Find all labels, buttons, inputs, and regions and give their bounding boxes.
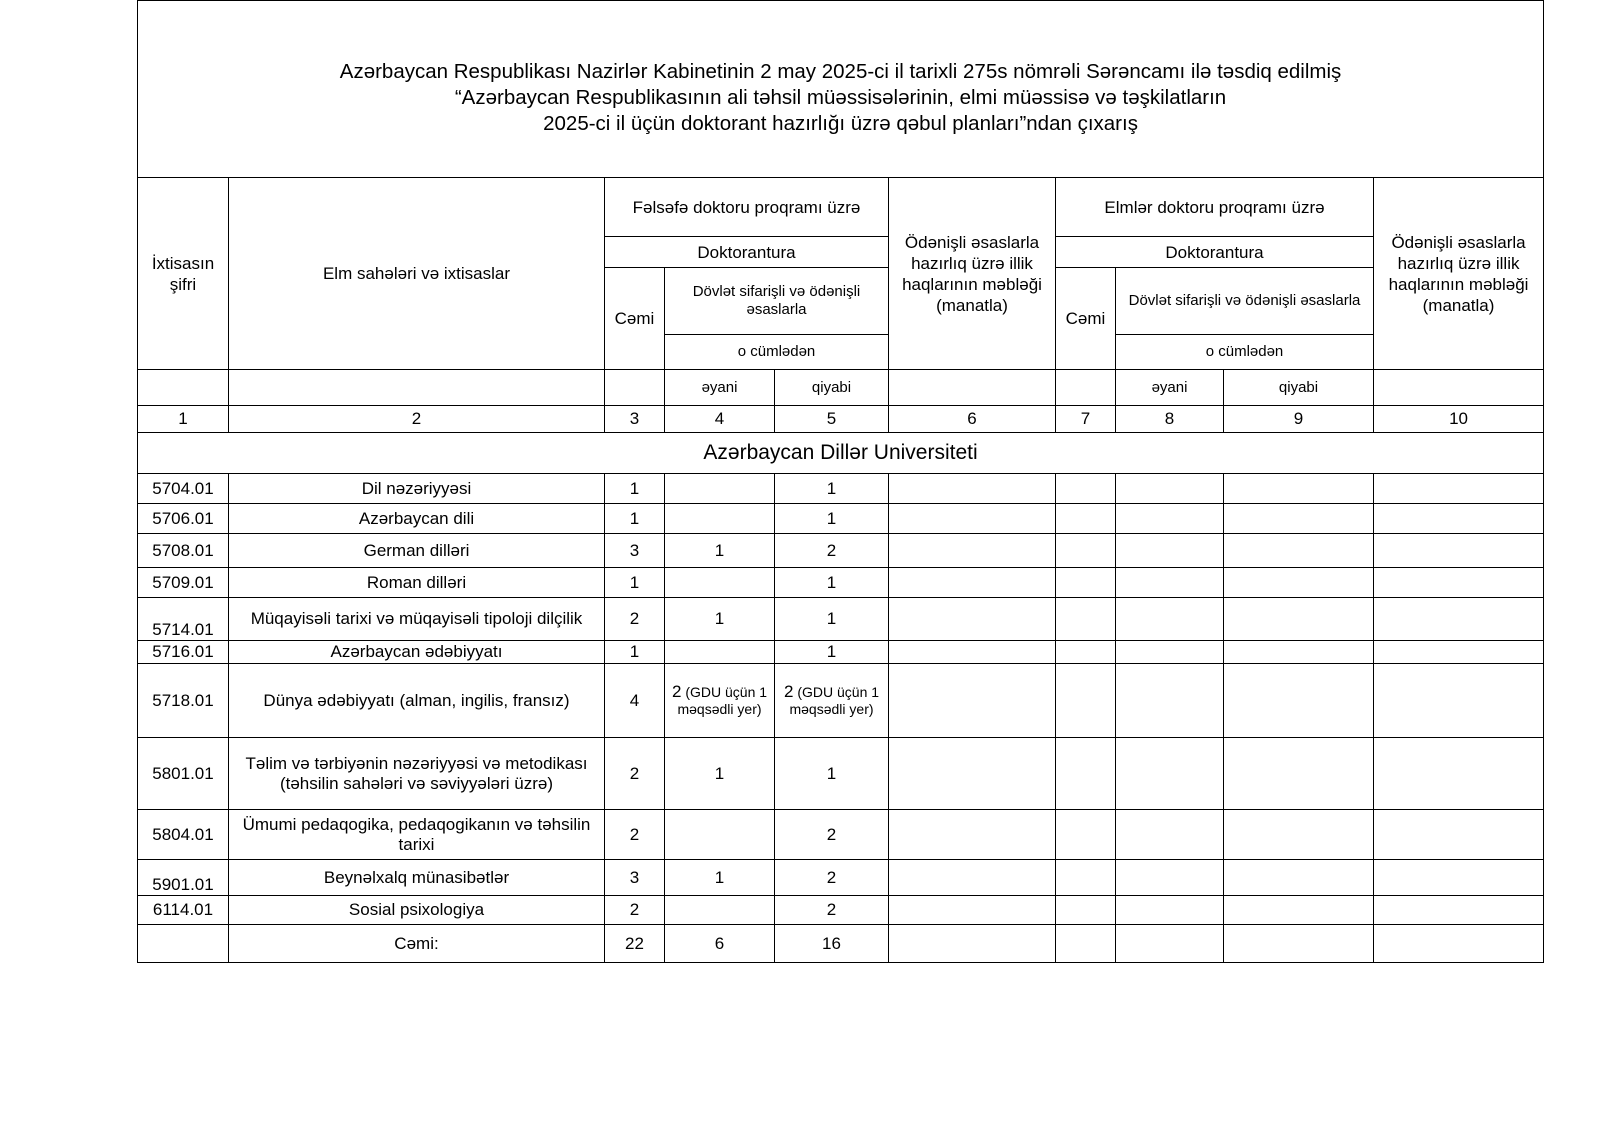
column-number: 4 — [665, 406, 775, 433]
row-field-name: Sosial psixologiya — [229, 896, 605, 925]
row-parttime: 2 — [775, 534, 889, 568]
header-state-paid-doc: Dövlət sifarişli və ödənişli əsaslarla — [1116, 268, 1374, 335]
row-total: 1 — [605, 568, 665, 598]
table-row — [138, 860, 1544, 896]
row-code: 5804.01 — [138, 810, 229, 860]
totals-label: Cəmi: — [229, 925, 605, 963]
table-row — [138, 664, 1544, 738]
header-including-doc: o cümlədən — [1116, 335, 1374, 370]
row-field-name: German dilləri — [229, 534, 605, 568]
row-total: 2 — [605, 598, 665, 641]
totals-fulltime: 6 — [665, 925, 775, 963]
row-parttime: 1 — [775, 474, 889, 504]
table-row — [138, 504, 1544, 534]
title-line-2: “Azərbaycan Respublikasının ali təhsil müəssisələrinin, elmi müəssisə və təşkilatların — [454, 86, 1227, 109]
row-code: 5708.01 — [138, 534, 229, 568]
row-parttime — [775, 664, 889, 738]
row-fulltime — [665, 474, 775, 504]
row-code: 5704.01 — [138, 474, 229, 504]
row-field-name: Azərbaycan dili — [229, 504, 605, 534]
column-number: 9 — [1224, 406, 1374, 433]
row-code: 5801.01 — [138, 738, 229, 810]
header-total-doc: Cəmi — [1056, 268, 1116, 370]
table-row — [138, 474, 1544, 504]
table-row — [138, 641, 1544, 664]
document-title — [138, 1, 1544, 178]
table-row — [138, 598, 1544, 641]
row-parttime-value: 2 — [783, 682, 794, 701]
row-parttime: 2 — [775, 860, 889, 896]
row-total: 2 — [605, 810, 665, 860]
column-number: 6 — [889, 406, 1056, 433]
column-number: 3 — [605, 406, 665, 433]
header-doktorantura-phd: Doktorantura — [605, 237, 889, 268]
row-code: 5714.01 — [138, 598, 229, 641]
row-parttime: 1 — [775, 738, 889, 810]
row-fulltime: 1 — [665, 860, 775, 896]
row-code: 5706.01 — [138, 504, 229, 534]
row-total: 3 — [605, 860, 665, 896]
title-line-1: Azərbaycan Respublikası Nazirlər Kabinetinin 2 may 2025-ci il tarixli 275s nömrəli Sərəncamı ilə təsdiq edilmiş — [339, 60, 1342, 83]
row-code: 5718.01 — [138, 664, 229, 738]
row-parttime: 1 — [775, 598, 889, 641]
row-fulltime — [665, 664, 775, 738]
row-fulltime — [665, 504, 775, 534]
row-field-name: Dil nəzəriyyəsi — [229, 474, 605, 504]
table-row — [138, 810, 1544, 860]
header-including-phd: o cümlədən — [665, 335, 889, 370]
admission-plan-sheet — [137, 0, 1543, 963]
header-phd-program: Fəlsəfə doktoru proqramı üzrə — [605, 178, 889, 237]
totals-parttime: 16 — [775, 925, 889, 963]
column-number: 5 — [775, 406, 889, 433]
row-parttime: 1 — [775, 641, 889, 664]
row-parttime: 1 — [775, 568, 889, 598]
header-code: İxtisasın şifri — [138, 178, 229, 370]
header-doktorantura-doc: Doktorantura — [1056, 237, 1374, 268]
header-fee-phd: Ödənişli əsaslarla hazırlıq üzrə illik haqlarının məbləği (manatla) — [889, 178, 1056, 370]
row-fulltime: 1 — [665, 738, 775, 810]
row-fulltime-value: 2 — [671, 682, 682, 701]
header-fulltime-doc: əyani — [1116, 370, 1224, 406]
admission-plan-table — [137, 0, 1544, 963]
row-code: 5716.01 — [138, 641, 229, 664]
row-fulltime — [665, 810, 775, 860]
title-line-3: 2025-ci il üçün doktorant hazırlığı üzrə qəbul planları”ndan çıxarış — [543, 112, 1138, 135]
row-total: 3 — [605, 534, 665, 568]
row-total: 2 — [605, 896, 665, 925]
row-total: 1 — [605, 474, 665, 504]
row-total: 1 — [605, 641, 665, 664]
table-row — [138, 534, 1544, 568]
row-fulltime — [665, 641, 775, 664]
column-number: 10 — [1374, 406, 1544, 433]
header-fee-doc: Ödənişli əsaslarla hazırlıq üzrə illik haqlarının məbləği (manatla) — [1374, 178, 1544, 370]
university-name: Azərbaycan Dillər Universiteti — [138, 433, 1544, 474]
row-field-name: Azərbaycan ədəbiyyatı — [229, 641, 605, 664]
totals-total: 22 — [605, 925, 665, 963]
column-number: 2 — [229, 406, 605, 433]
row-field-name: Beynəlxalq münasibətlər — [229, 860, 605, 896]
row-field-name: Roman dilləri — [229, 568, 605, 598]
row-fulltime-note: (GDU üçün 1 məqsədli yer) — [677, 684, 768, 717]
row-code: 5901.01 — [138, 860, 229, 896]
header-state-paid-phd: Dövlət sifarişli və ödənişli əsaslarla — [665, 268, 889, 335]
row-parttime: 1 — [775, 504, 889, 534]
row-field-name: Təlim və tərbiyənin nəzəriyyəsi və metodikası (təhsilin sahələri və səviyyələri üzrə) — [229, 738, 605, 810]
table-row — [138, 896, 1544, 925]
row-code: 5709.01 — [138, 568, 229, 598]
table-row — [138, 738, 1544, 810]
row-field-name: Ümumi pedaqogika, pedaqogikanın və təhsilin tarixi — [229, 810, 605, 860]
row-fulltime — [665, 896, 775, 925]
totals-row — [138, 925, 1544, 963]
row-code: 6114.01 — [138, 896, 229, 925]
header-doc-program: Elmlər doktoru proqramı üzrə — [1056, 178, 1374, 237]
row-field-name: Müqayisəli tarixi və müqayisəli tipoloji dilçilik — [229, 598, 605, 641]
header-parttime-doc: qiyabi — [1224, 370, 1374, 406]
row-total: 4 — [605, 664, 665, 738]
table-row — [138, 568, 1544, 598]
row-total: 1 — [605, 504, 665, 534]
row-fulltime: 1 — [665, 598, 775, 641]
header-field: Elm sahələri və ixtisaslar — [229, 178, 605, 370]
column-number: 7 — [1056, 406, 1116, 433]
row-parttime: 2 — [775, 810, 889, 860]
column-number-row — [138, 406, 1544, 433]
column-number: 1 — [138, 406, 229, 433]
row-parttime: 2 — [775, 896, 889, 925]
header-parttime-phd: qiyabi — [775, 370, 889, 406]
row-field-name: Dünya ədəbiyyatı (alman, ingilis, fransız) — [229, 664, 605, 738]
row-parttime-note: (GDU üçün 1 məqsədli yer) — [789, 684, 880, 717]
header-fulltime-phd: əyani — [665, 370, 775, 406]
row-fulltime: 1 — [665, 534, 775, 568]
column-number: 8 — [1116, 406, 1224, 433]
row-total: 2 — [605, 738, 665, 810]
row-fulltime — [665, 568, 775, 598]
header-total-phd: Cəmi — [605, 268, 665, 370]
